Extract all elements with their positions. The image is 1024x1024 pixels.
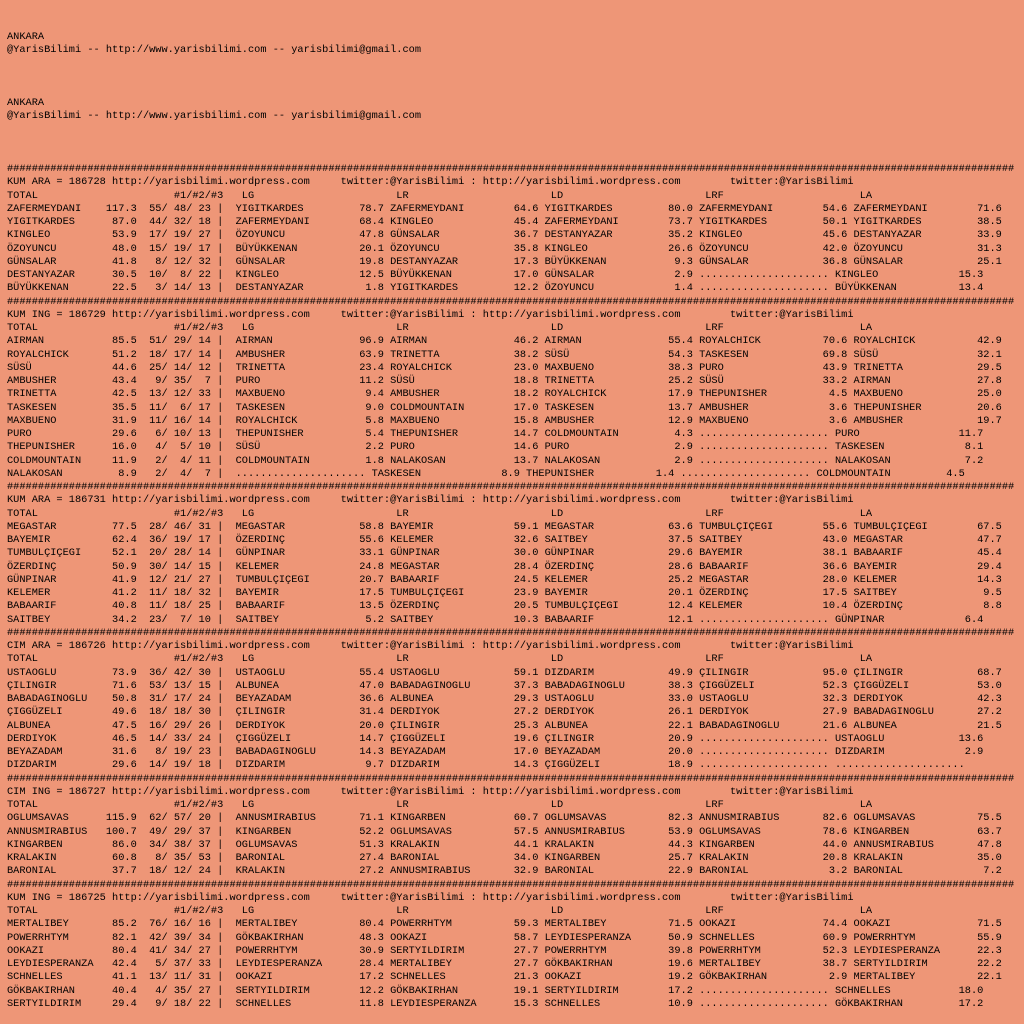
- table-row: COLDMOUNTAIN 11.9 2/ 4/ 11 | COLDMOUNTAIN 1.8 NALAKOSAN 13.7 NALAKOSAN 2.9 ..................... NALAKOSAN 7.2: [7, 454, 984, 467]
- header-line: @YarisBilimi -- http://www.yarisbilimi.com -- yarisbilimi@gmail.com: [7, 43, 422, 56]
- table-row: MAXBUENO 31.9 11/ 16/ 14 | ROYALCHICK 5.8 MAXBUENO 15.8 AMBUSHER 12.9 MAXBUENO 3.6 AMBUSHER 19.7: [7, 414, 1002, 427]
- column-header: TOTAL #1/#2/#3 LG LR LD LRF LA: [7, 189, 873, 202]
- table-row: BABAARIF 40.8 11/ 18/ 25 | BABAARIF 13.5 ÖZERDINÇ 20.5 TUMBULÇIÇEGI 12.4 KELEMER 10.4 ÖZERDINÇ 8.8: [7, 600, 1002, 613]
- table-row: PURO 29.6 6/ 10/ 13 | THEPUNISHER 5.4 THEPUNISHER 14.7 COLDMOUNTAIN 4.3 ..................... PURO 11.7: [7, 428, 984, 440]
- table-row: TUMBULÇIÇEGI 52.1 20/ 28/ 14 | GÜNPINAR 33.1 GÜNPINAR 30.0 GÜNPINAR 29.6 BAYEMIR 38.1 BABAARIF 45.4: [7, 547, 1002, 560]
- race-title: KUM ING = 186725 http://yarisbilimi.wordpress.com twitter:@YarisBilimi : http://yarisbilimi.wordpress.com twitter:@YarisBilimi: [7, 891, 854, 904]
- table-row: ROYALCHICK 51.2 18/ 17/ 14 | AMBUSHER 63.9 TRINETTA 38.2 SÜSÜ 54.3 TASKESEN 69.8 SÜSÜ 32.1: [7, 348, 1002, 361]
- column-header: TOTAL #1/#2/#3 LG LR LD LRF LA: [7, 905, 873, 917]
- table-row: BAYEMIR 62.4 36/ 19/ 17 | ÖZERDINÇ 55.6 KELEMER 32.6 SAITBEY 37.5 SAITBEY 43.0 MEGASTAR 47.7: [7, 534, 1002, 546]
- race-sections: [7, 163, 1024, 1011]
- table-row: MERTALIBEY 85.2 76/ 16/ 16 | MERTALIBEY 80.4 POWERRHTYM 59.3 MERTALIBEY 71.5 OOKAZI 74.4 OOKAZI 71.5: [7, 918, 1002, 931]
- table-row: TASKESEN 35.5 11/ 6/ 17 | TASKESEN 9.0 COLDMOUNTAIN 17.0 TASKESEN 13.7 AMBUSHER 3.6 THEPUNISHER 20.6: [7, 401, 1002, 414]
- table-row: AMBUSHER 43.4 9/ 35/ 7 | PURO 11.2 SÜSÜ 18.8 TRINETTA 25.2 SÜSÜ 33.2 AIRMAN 27.8: [7, 375, 1002, 387]
- table-row: BÜYÜKKENAN 22.5 3/ 14/ 13 | DESTANYAZAR 1.8 YIGITKARDES 12.2 ÖZOYUNCU 1.4 ..................... BÜYÜKKENAN 13.4: [7, 282, 984, 295]
- header-line: [7, 57, 1024, 70]
- table-row: ZAFERMEYDANI 117.3 55/ 48/ 23 | YIGITKARDES 78.7 ZAFERMEYDANI 64.6 YIGITKARDES 80.0 ZAFERMEYDANI 54.6 ZAFERMEYDANI 71.6: [7, 202, 1002, 215]
- race-title: CIM ARA = 186726 http://yarisbilimi.wordpress.com twitter:@YarisBilimi : http://yarisbilimi.wordpress.com twitter:@YarisBilimi: [7, 640, 854, 652]
- race-title: KUM ARA = 186731 http://yarisbilimi.wordpress.com twitter:@YarisBilimi : http://yarisbilimi.wordpress.com twitter:@YarisBilimi: [7, 494, 854, 507]
- table-row: LEYDIESPERANZA 42.4 5/ 37/ 33 | LEYDIESPERANZA 28.4 MERTALIBEY 27.7 GÖKBAKIRHAN 19.6 MERTALIBEY 38.7 SERTYILDIRIM 22.2: [7, 958, 1002, 970]
- header-line: [7, 84, 1024, 97]
- table-row: POWERRHTYM 82.1 42/ 39/ 34 | GÖKBAKIRHAN 48.3 OOKAZI 58.7 LEYDIESPERANZA 50.9 SCHNELLES 60.9 POWERRHTYM 55.9: [7, 931, 1002, 944]
- table-row: SCHNELLES 41.1 13/ 11/ 31 | OOKAZI 17.2 SCHNELLES 21.3 OOKAZI 19.2 GÖKBAKIRHAN 2.9 MERTALIBEY 22.1: [7, 971, 1002, 984]
- table-row: GÖKBAKIRHAN 40.4 4/ 35/ 27 | SERTYILDIRIM 12.2 GÖKBAKIRHAN 19.1 SERTYILDIRIM 17.2 ..................... SCHNELLES 18.0: [7, 984, 984, 997]
- table-row: ALBUNEA 47.5 16/ 29/ 26 | DERDIYOK 20.0 ÇILINGIR 25.3 ALBUNEA 22.1 BABADAGINOGLU 21.6 ALBUNEA 21.5: [7, 719, 1002, 732]
- column-header: TOTAL #1/#2/#3 LG LR LD LRF LA: [7, 799, 873, 811]
- column-header: TOTAL #1/#2/#3 LG LR LD LRF LA: [7, 507, 873, 520]
- race-title: KUM ING = 186729 http://yarisbilimi.wordpress.com twitter:@YarisBilimi : http://yarisbilimi.wordpress.com twitter:@YarisBilimi: [7, 308, 854, 321]
- table-row: ÇIGGÜZELI 49.6 18/ 18/ 30 | ÇILINGIR 31.4 DERDIYOK 27.2 DERDIYOK 26.1 DERDIYOK 27.9 BABADAGINOGLU 27.2: [7, 706, 1002, 719]
- table-row: YIGITKARDES 87.0 44/ 32/ 18 | ZAFERMEYDANI 68.4 KINGLEO 45.4 ZAFERMEYDANI 73.7 YIGITKARDES 50.1 YIGITKARDES 38.5: [7, 216, 1002, 228]
- table-row: SÜSÜ 44.6 25/ 14/ 12 | TRINETTA 23.4 ROYALCHICK 23.0 MAXBUENO 38.3 PURO 43.9 TRINETTA 29.5: [7, 361, 1002, 374]
- separator-line: ###################################################################################################################################################################: [7, 772, 1015, 785]
- table-row: DERDIYOK 46.5 14/ 33/ 24 | ÇIGGÜZELI 14.7 ÇIGGÜZELI 19.6 ÇILINGIR 20.9 ..................... USTAOGLU 13.6: [7, 732, 984, 745]
- table-row: THEPUNISHER 16.0 4/ 5/ 10 | SÜSÜ 2.2 PURO 14.6 PURO 2.9 ..................... TASKESEN 8.1: [7, 441, 984, 454]
- column-header: TOTAL #1/#2/#3 LG LR LD LRF LA: [7, 322, 873, 334]
- header-line: @YarisBilimi -- http://www.yarisbilimi.com -- yarisbilimi@gmail.com: [7, 110, 422, 122]
- race-section: [7, 481, 1024, 627]
- race-section: [7, 163, 1024, 296]
- table-row: TRINETTA 42.5 13/ 12/ 33 | MAXBUENO 9.4 AMBUSHER 18.2 ROYALCHICK 17.9 THEPUNISHER 4.5 MAXBUENO 25.0: [7, 388, 1002, 401]
- separator-line: ###################################################################################################################################################################: [7, 626, 1015, 639]
- table-row: BEYAZADAM 31.6 8/ 19/ 23 | BABADAGINOGLU 14.3 BEYAZADAM 17.0 BEYAZADAM 20.0 ..................... DIZDARIM 2.9: [7, 746, 984, 758]
- table-row: ÖZERDINÇ 50.9 30/ 14/ 15 | KELEMER 24.8 MEGASTAR 28.4 ÖZERDINÇ 28.6 BABAARIF 36.6 BAYEMIR 29.4: [7, 560, 1002, 573]
- table-row: BABADAGINOGLU 50.8 31/ 17/ 24 | BEYAZADAM 36.6 ALBUNEA 29.3 USTAOGLU 33.0 USTAOGLU 32.3 DERDIYOK 42.3: [7, 693, 1002, 705]
- race-section: [7, 627, 1024, 773]
- separator-line: ###################################################################################################################################################################: [7, 878, 1015, 891]
- table-row: GÜNPINAR 41.9 12/ 21/ 27 | TUMBULÇIÇEGI 20.7 BABAARIF 24.5 KELEMER 25.2 MEGASTAR 28.0 KELEMER 14.3: [7, 573, 1002, 586]
- table-row: KINGLEO 53.9 17/ 19/ 27 | ÖZOYUNCU 47.8 GÜNSALAR 36.7 DESTANYAZAR 35.2 KINGLEO 45.6 DESTANYAZAR 33.9: [7, 229, 1002, 242]
- separator-line: ###################################################################################################################################################################: [7, 295, 1015, 308]
- race-section: [7, 296, 1024, 482]
- table-row: SAITBEY 34.2 23/ 7/ 10 | SAITBEY 5.2 SAITBEY 10.3 BABAARIF 12.1 ..................... GÜNPINAR 6.4: [7, 613, 984, 626]
- table-row: KRALAKIN 60.8 8/ 35/ 53 | BARONIAL 27.4 BARONIAL 34.0 KINGARBEN 25.7 KRALAKIN 20.8 KRALAKIN 35.0: [7, 852, 1002, 864]
- table-row: AIRMAN 85.5 51/ 29/ 14 | AIRMAN 96.9 AIRMAN 46.2 AIRMAN 55.4 ROYALCHICK 70.6 ROYALCHICK 42.9: [7, 335, 1002, 348]
- table-row: ÇILINGIR 71.6 53/ 13/ 15 | ALBUNEA 47.0 BABADAGINOGLU 37.3 BABADAGINOGLU 38.3 ÇIGGÜZELI 52.3 ÇIGGÜZELI 53.0: [7, 679, 1002, 692]
- table-row: DIZDARIM 29.6 14/ 19/ 18 | DIZDARIM 9.7 DIZDARIM 14.3 ÇIGGÜZELI 18.9 ..................... .....................: [7, 759, 965, 772]
- column-header: TOTAL #1/#2/#3 LG LR LD LRF LA: [7, 653, 873, 666]
- race-title: CIM ING = 186727 http://yarisbilimi.wordpress.com twitter:@YarisBilimi : http://yarisbilimi.wordpress.com twitter:@YarisBilimi: [7, 785, 854, 798]
- separator-line: ###################################################################################################################################################################: [7, 481, 1015, 493]
- race-section: [7, 773, 1024, 879]
- table-row: OGLUMSAVAS 115.9 62/ 57/ 20 | ANNUSMIRABIUS 71.1 KINGARBEN 60.7 OGLUMSAVAS 82.3 ANNUSMIRABIUS 82.6 OGLUMSAVAS 75.5: [7, 812, 1002, 825]
- report-header: [7, 31, 1024, 137]
- table-row: OOKAZI 80.4 41/ 34/ 27 | POWERRHTYM 30.9 SERTYILDIRIM 27.7 POWERRHTYM 39.8 POWERRHTYM 52.3 LEYDIESPERANZA 22.3: [7, 944, 1002, 957]
- table-row: MEGASTAR 77.5 28/ 46/ 31 | MEGASTAR 58.8 BAYEMIR 59.1 MEGASTAR 63.6 TUMBULÇIÇEGI 55.6 TUMBULÇIÇEGI 67.5: [7, 520, 1002, 533]
- table-row: ÖZOYUNCU 48.0 15/ 19/ 17 | BÜYÜKKENAN 20.1 ÖZOYUNCU 35.8 KINGLEO 26.6 ÖZOYUNCU 42.0 ÖZOYUNCU 31.3: [7, 242, 1002, 255]
- table-row: BARONIAL 37.7 18/ 12/ 24 | KRALAKIN 27.2 ANNUSMIRABIUS 32.9 BARONIAL 22.9 BARONIAL 3.2 BARONIAL 7.2: [7, 865, 1002, 878]
- table-row: KINGARBEN 86.0 34/ 38/ 37 | OGLUMSAVAS 51.3 KRALAKIN 44.1 KRALAKIN 44.3 KINGARBEN 44.0 ANNUSMIRABIUS 47.8: [7, 838, 1002, 851]
- header-line: ANKARA: [7, 30, 45, 43]
- header-line: [7, 70, 1024, 83]
- separator-line: ###################################################################################################################################################################: [7, 163, 1015, 175]
- header-line: ANKARA: [7, 96, 45, 109]
- race-section: [7, 879, 1024, 1012]
- table-row: KELEMER 41.2 11/ 18/ 32 | BAYEMIR 17.5 TUMBULÇIÇEGI 23.9 BAYEMIR 20.1 ÖZERDINÇ 17.5 SAITBEY 9.5: [7, 587, 1002, 599]
- table-row: NALAKOSAN 8.9 2/ 4/ 7 | ..................... TASKESEN 8.9 THEPUNISHER 1.4 ..................... COLDMOUNTAIN 4.5: [7, 467, 965, 480]
- header-line: [7, 123, 1024, 136]
- table-row: ANNUSMIRABIUS 100.7 49/ 29/ 37 | KINGARBEN 52.2 OGLUMSAVAS 57.5 ANNUSMIRABIUS 53.9 OGLUMSAVAS 78.6 KINGARBEN 63.7: [7, 825, 1002, 838]
- table-row: GÜNSALAR 41.8 8/ 12/ 32 | GÜNSALAR 19.8 DESTANYAZAR 17.3 BÜYÜKKENAN 9.3 GÜNSALAR 36.8 GÜNSALAR 25.1: [7, 255, 1002, 268]
- race-title: KUM ARA = 186728 http://yarisbilimi.wordpress.com twitter:@YarisBilimi : http://yarisbilimi.wordpress.com twitter:@YarisBilimi: [7, 176, 854, 189]
- table-row: SERTYILDIRIM 29.4 9/ 18/ 22 | SCHNELLES 11.8 LEYDIESPERANZA 15.3 SCHNELLES 10.9 ..................... GÖKBAKIRHAN 17.2: [7, 997, 984, 1010]
- table-row: DESTANYAZAR 30.5 10/ 8/ 22 | KINGLEO 12.5 BÜYÜKKENAN 17.0 GÜNSALAR 2.9 ..................... KINGLEO 15.3: [7, 269, 984, 281]
- table-row: USTAOGLU 73.9 36/ 42/ 30 | USTAOGLU 55.4 USTAOGLU 59.1 DIZDARIM 49.9 ÇILINGIR 95.0 ÇILINGIR 68.7: [7, 666, 1002, 679]
